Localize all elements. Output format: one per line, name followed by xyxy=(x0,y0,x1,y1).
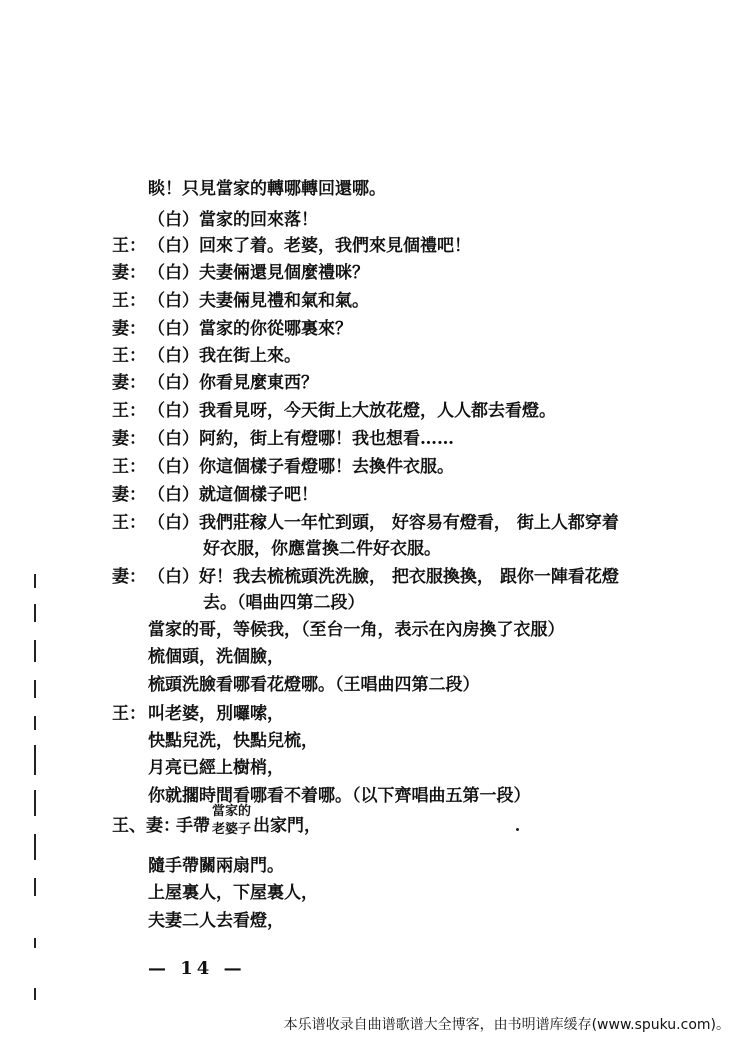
speaker-label: 王： xyxy=(112,346,146,366)
margin-mark xyxy=(34,745,36,775)
speaker-label: 妻： xyxy=(112,319,146,339)
dialogue-line: 夫妻二人去看燈， xyxy=(148,911,284,931)
page-number: — 14 — xyxy=(148,958,246,979)
dialogue-line: 叫老婆，別囉嗦， xyxy=(148,704,284,724)
dialogue-line: （白）好！我去梳梳頭洗洗臉， 把衣服換換， 跟你一陣看花燈 xyxy=(148,567,619,587)
dialogue-line: （白）我們莊稼人一年忙到頭， 好容易有燈看， 街上人都穿着 xyxy=(148,513,619,533)
dialogue-line: （白）就這個樣子吧！ xyxy=(148,485,318,505)
dialogue-line: （白）我在街上來。 xyxy=(148,346,301,366)
stacked-text-bottom: 老婆子 xyxy=(212,822,252,837)
margin-mark xyxy=(34,988,36,1000)
speaker-label: 王： xyxy=(112,291,146,311)
speaker-label: 王： xyxy=(112,704,146,724)
dialogue-line: 睒！只見當家的轉哪轉回還哪。 xyxy=(148,179,386,199)
margin-mark xyxy=(34,574,36,588)
dialogue-line: 當家的哥，等候我，（至台一角，表示在內房換了衣服） xyxy=(148,620,565,640)
dialogue-line: （白）你看見麼東西？ xyxy=(148,373,318,393)
dialogue-line: 好衣服，你應當換二件好衣服。 xyxy=(203,539,441,559)
dialogue-line: 梳個頭，洗個臉， xyxy=(148,647,284,667)
dialogue-line: 梳頭洗臉看哪看花燈哪。（王唱曲四第二段） xyxy=(148,675,480,695)
margin-mark xyxy=(34,938,36,948)
dialogue-line: （白）你這個樣子看燈哪！去換件衣服。 xyxy=(148,457,454,477)
margin-mark xyxy=(34,680,36,698)
dialogue-line: 隨手帶關兩扇門。 xyxy=(148,856,284,876)
speaker-label: 王、妻： xyxy=(112,816,180,836)
speaker-label: 妻： xyxy=(112,429,146,449)
stacked-text-top: 當家的 xyxy=(212,804,252,819)
speaker-label: 妻： xyxy=(112,263,146,283)
speaker-label: 妻： xyxy=(112,567,146,587)
dialogue-line: 手帶 xyxy=(176,816,210,836)
dialogue-line: 月亮已經上樹梢， xyxy=(148,758,284,778)
ink-dot xyxy=(516,828,519,831)
dialogue-line: 你就擱時間看哪看不着哪。（以下齊唱曲五第一段） xyxy=(148,786,531,806)
dialogue-line: （白）阿約，街上有燈哪！我也想看…… xyxy=(148,429,454,449)
speaker-label: 王： xyxy=(112,457,146,477)
dialogue-line: （白）回來了着。老婆，我們來見個禮吧！ xyxy=(148,236,471,256)
speaker-label: 妻： xyxy=(112,485,146,505)
dialogue-line: （白）我看見呀，今天街上大放花燈，人人都去看燈。 xyxy=(148,401,556,421)
margin-mark xyxy=(34,878,36,896)
margin-mark xyxy=(34,640,36,662)
margin-mark xyxy=(34,716,36,730)
dialogue-line-tail: 出家門， xyxy=(253,816,322,836)
margin-mark xyxy=(34,790,36,816)
dialogue-line: 上屋裏人，下屋裏人， xyxy=(148,883,318,903)
margin-mark xyxy=(34,834,36,860)
dialogue-line: 快點兒洗，快點兒梳， xyxy=(148,731,318,751)
speaker-label: 妻： xyxy=(112,373,146,393)
dialogue-line: （白）當家的你從哪裏來？ xyxy=(148,319,352,339)
speaker-label: 王： xyxy=(112,236,146,256)
margin-mark xyxy=(34,604,36,622)
speaker-label: 王： xyxy=(112,513,146,533)
dialogue-line: （白）當家的回來落！ xyxy=(148,210,318,230)
dialogue-line: （白）夫妻倆見禮和氣和氣。 xyxy=(148,291,369,311)
dialogue-line: （白）夫妻倆還見個麼禮咪？ xyxy=(148,263,369,283)
footer-note: 本乐谱收录自曲谱歌谱大全博客，由书明谱库缓存(www.spuku.com)。 xyxy=(283,1017,730,1033)
dialogue-line: 去。（唱曲四第二段） xyxy=(203,593,365,613)
speaker-label: 王： xyxy=(112,401,146,421)
